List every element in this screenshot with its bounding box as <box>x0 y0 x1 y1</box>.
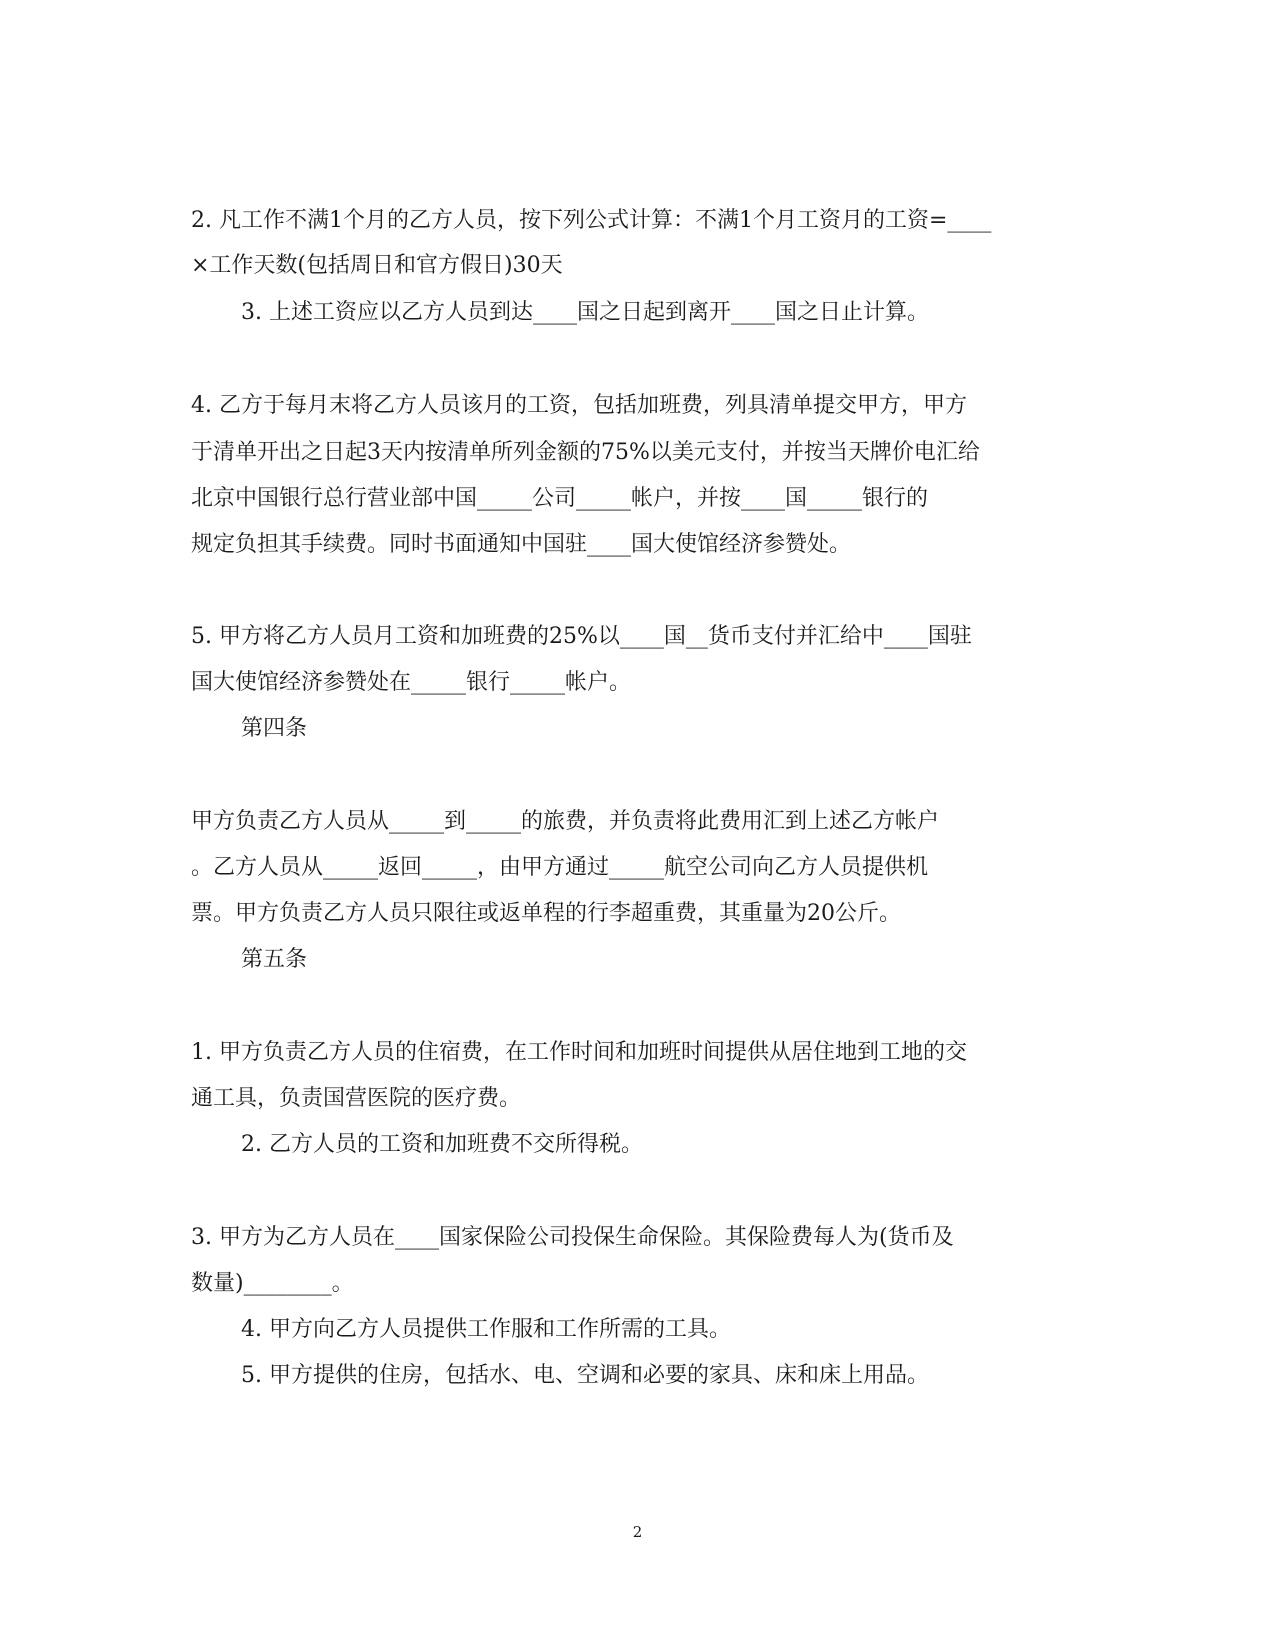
page-number: 2 <box>632 1523 643 1541</box>
paragraph-line: 北京中国银行总行营业部中国_____公司_____帐户，并按____国_____银行的 <box>191 486 929 511</box>
paragraph-line: 5. 甲方将乙方人员月工资和加班费的25%以____国__货币支付并汇给中____国驻 <box>191 624 972 649</box>
paragraph-line: 3. 上述工资应以乙方人员到达____国之日起到离开____国之日止计算。 <box>241 300 929 325</box>
paragraph-line: 甲方负责乙方人员从_____到_____的旅费，并负责将此费用汇到上述乙方帐户 <box>191 809 940 834</box>
article-heading: 第五条 <box>241 947 308 972</box>
paragraph-line: 2. 乙方人员的工资和加班费不交所得税。 <box>241 1132 643 1157</box>
paragraph-line: 数量)________。 <box>191 1271 354 1296</box>
paragraph-line: 通工具，负责国营医院的医疗费。 <box>191 1086 522 1111</box>
paragraph-line: 票。甲方负责乙方人员只限往或返单程的行李超重费，其重量为20公斤。 <box>191 901 901 926</box>
paragraph-line: 4. 甲方向乙方人员提供工作服和工作所需的工具。 <box>241 1317 731 1342</box>
paragraph-line: 规定负担其手续费。同时书面通知中国驻____国大使馆经济参赞处。 <box>191 532 852 557</box>
paragraph-line: 于清单开出之日起3天内按清单所列金额的75%以美元支付，并按当天牌价电汇给 <box>191 440 980 465</box>
paragraph-line: 1. 甲方负责乙方人员的住宿费，在工作时间和加班时间提供从居住地到工地的交 <box>191 1040 967 1065</box>
paragraph-line: ×工作天数(包括周日和官方假日)30天 <box>191 253 563 278</box>
paragraph-line: 5. 甲方提供的住房，包括水、电、空调和必要的家具、床和床上用品。 <box>241 1363 929 1388</box>
paragraph-line: 4. 乙方于每月末将乙方人员该月的工资，包括加班费，列具清单提交甲方，甲方 <box>191 393 967 418</box>
paragraph-line: 3. 甲方为乙方人员在____国家保险公司投保生命保险。其保险费每人为(货币及 <box>191 1225 954 1250</box>
article-heading: 第四条 <box>241 716 308 741</box>
paragraph-line: 国大使馆经济参赞处在_____银行_____帐户。 <box>191 670 632 695</box>
paragraph-line: 。乙方人员从_____返回_____，由甲方通过_____航空公司向乙方人员提供机 <box>191 855 929 880</box>
paragraph-line: 2. 凡工作不满1个月的乙方人员，按下列公式计算：不满1个月工资月的工资=____ <box>191 208 992 233</box>
